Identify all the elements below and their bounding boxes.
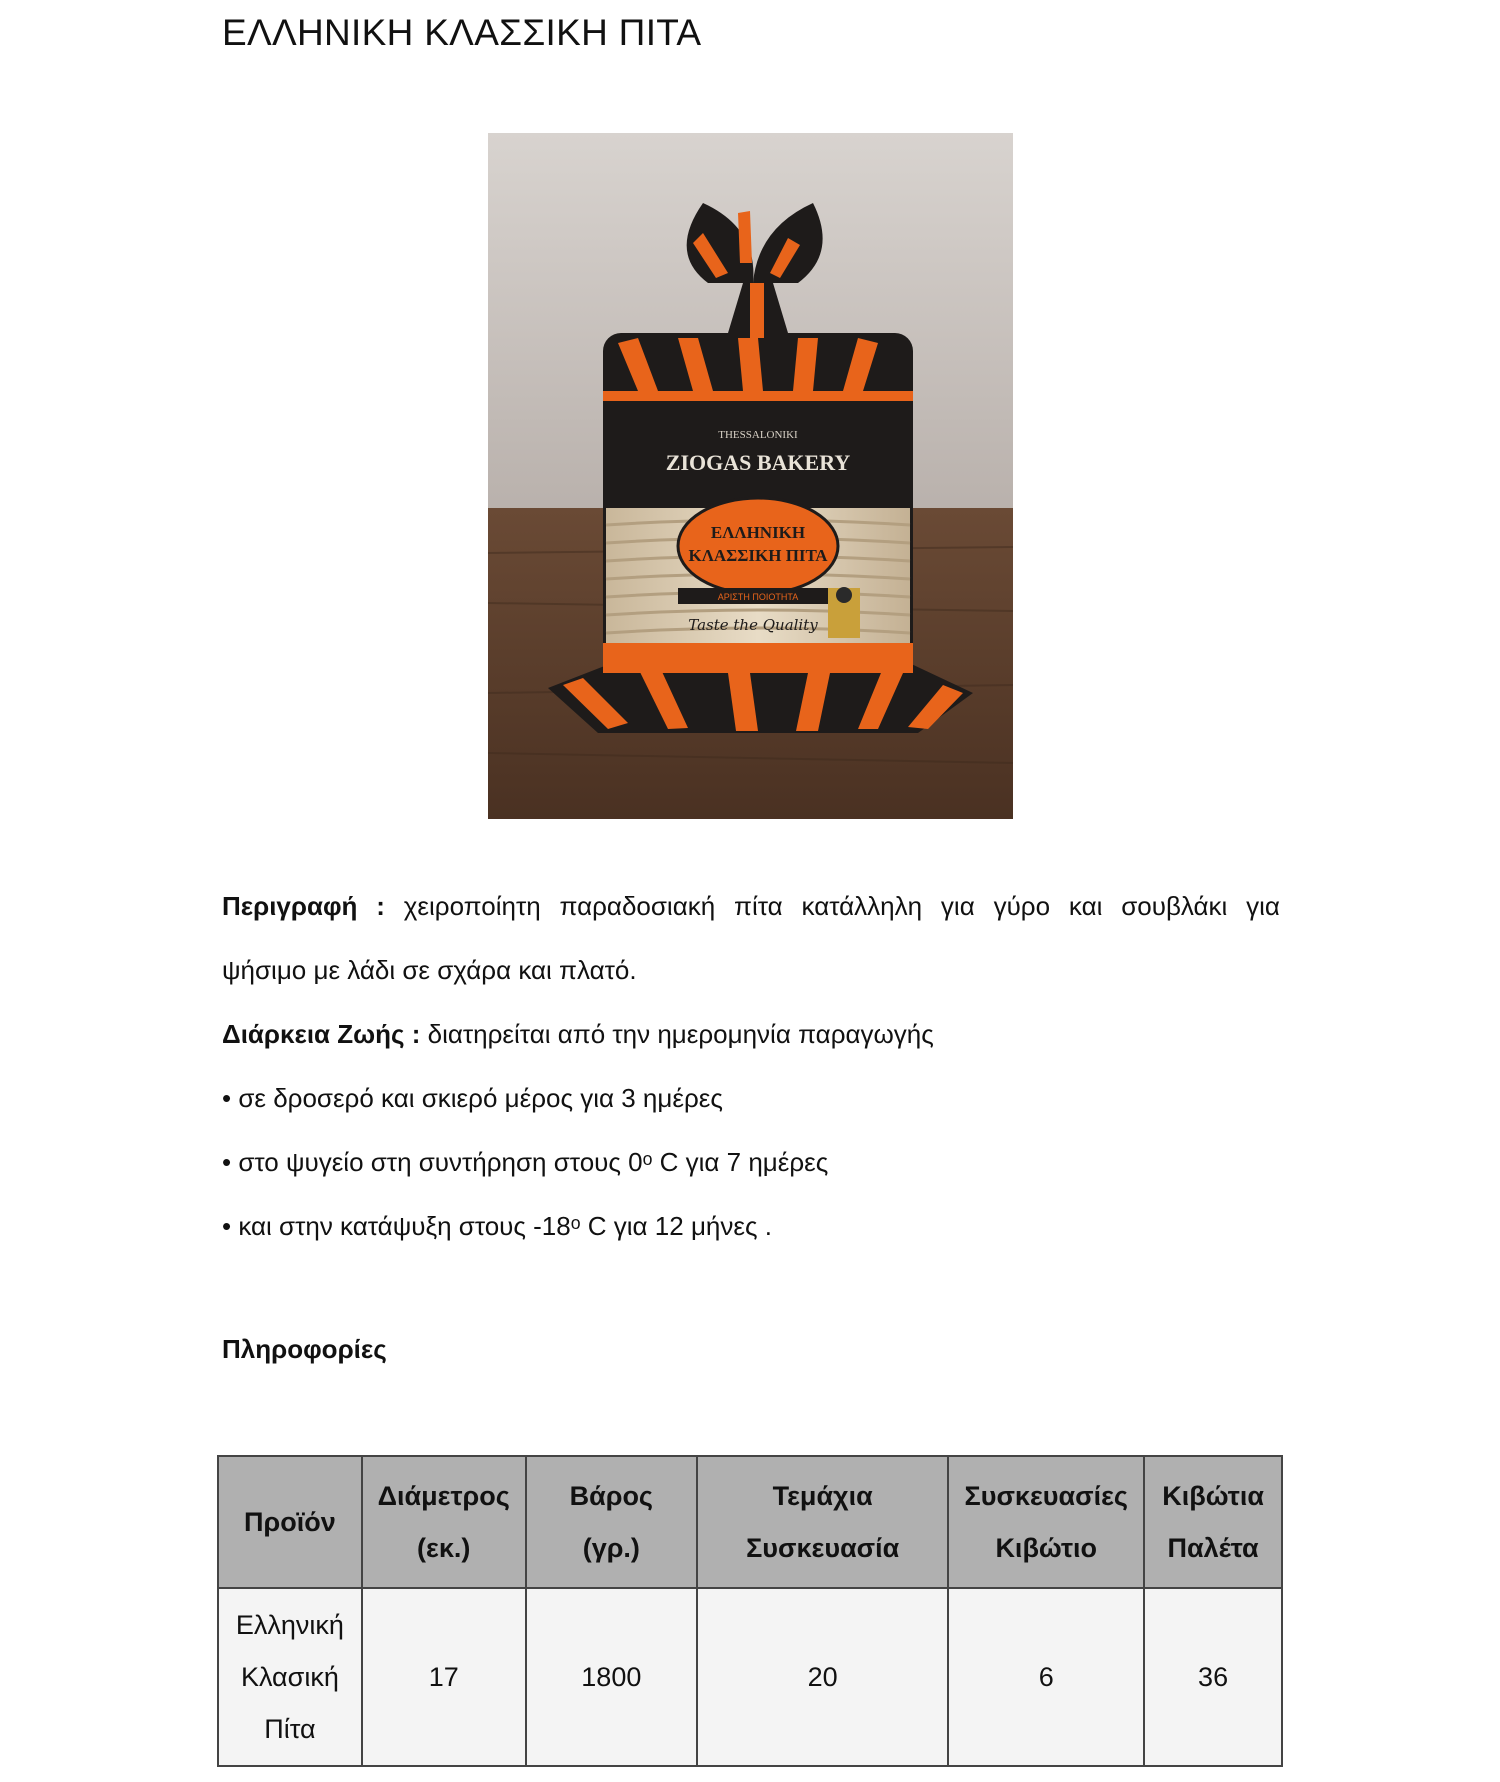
shelf-life-item: • και στην κατάψυξη στους -18ᵒ C για 12 μήνες . [222,1211,772,1241]
cell-weight: 1800 [526,1588,697,1766]
quality-text: ΑΡΙΣΤΗ ΠΟΙΟΤΗΤΑ [717,592,799,602]
description-line1: χειροποίητη παραδοσιακή πίτα κατάλληλη για γύρο και σουβλάκι για [403,891,1280,921]
table-row [218,1588,1282,1766]
shelf-life-item: • στο ψυγείο στη συντήρηση στους 0ᵒ C για 7 ημέρες [222,1147,829,1177]
description-section [222,874,1280,1258]
header-boxes: Κιβώτια Παλέτα [1144,1456,1282,1588]
header-product: Προϊόν [218,1456,362,1588]
brand-top-text: THESSALONIKI [718,429,798,441]
table-header-row [218,1456,1282,1588]
cell-boxes: 36 [1144,1588,1282,1766]
shelf-life-paragraph [222,1002,1280,1066]
cell-pieces: 20 [697,1588,948,1766]
page-title: ΕΛΛΗΝΙΚΗ ΚΛΑΣΣΙΚΗ ΠΙΤΑ [222,12,702,53]
cell-diameter: 17 [362,1588,526,1766]
label-line1: ΕΛΛΗΝΙΚΗ [710,523,806,542]
header-diameter: Διάμετρος (εκ.) [362,1456,526,1588]
description-paragraph [222,874,1280,938]
header-weight: Βάρος (γρ.) [526,1456,697,1588]
header-pieces: Τεμάχια Συσκευασία [697,1456,948,1588]
shelf-life-text: διατηρείται από την ημερομηνία παραγωγής [427,1019,934,1049]
shelf-life-item: • σε δροσερό και σκιερό μέρος για 3 ημέρες [222,1083,723,1113]
label-line2: ΚΛΑΣΣΙΚΗ ΠΙΤΑ [688,546,828,565]
header-packages: Συσκευασίες Κιβώτιο [948,1456,1144,1588]
slogan-text: Taste the Quality [688,616,818,634]
description-label: Περιγραφή : [222,891,385,921]
info-heading: Πληροφορίες [222,1334,387,1364]
brand-text: ZIOGAS BAKERY [665,450,851,475]
description-line2: ψήσιμο με λάδι σε σχάρα και πλατό. [222,955,637,985]
product-photo [488,133,1013,819]
shelf-life-label: Διάρκεια Ζωής : [222,1019,421,1049]
cell-product: Ελληνική Κλασική Πίτα [218,1588,362,1766]
info-table [217,1455,1283,1767]
cell-packages: 6 [948,1588,1144,1766]
